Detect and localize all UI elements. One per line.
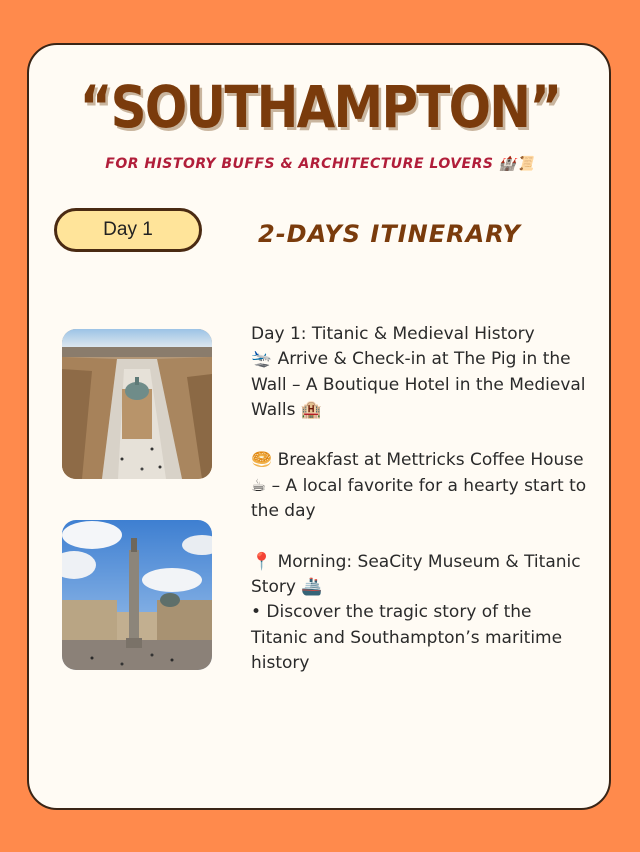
day-title: Day 1: Titanic & Medieval History xyxy=(251,324,535,344)
monument-column-photo xyxy=(62,520,212,670)
morning-detail-text: • Discover the tragic story of the Titanic and Southampton’s maritime history xyxy=(251,602,563,673)
aerial-city-photo xyxy=(62,329,212,479)
itinerary-heading: 2-DAYS ITINERARY xyxy=(258,220,521,248)
breakfast-text: 🥯 Breakfast at Mettricks Coffee House ☕ – A local favorite for a hearty start to the day xyxy=(251,450,587,522)
morning-text: 📍 Morning: SeaCity Museum & Titanic Story 🚢 xyxy=(251,551,581,597)
page-subtitle: FOR HISTORY BUFFS & ARCHITECTURE LOVERS 🏰📜 xyxy=(105,156,535,172)
itinerary-body xyxy=(251,322,591,676)
checkin-text: 🛬 Arrive & Check-in at The Pig in the Wall – A Boutique Hotel in the Medieval Walls 🏨 xyxy=(251,349,586,420)
page-title: “SOUTHAMPTON” xyxy=(79,73,561,141)
day-1-badge[interactable]: Day 1 xyxy=(54,208,202,252)
